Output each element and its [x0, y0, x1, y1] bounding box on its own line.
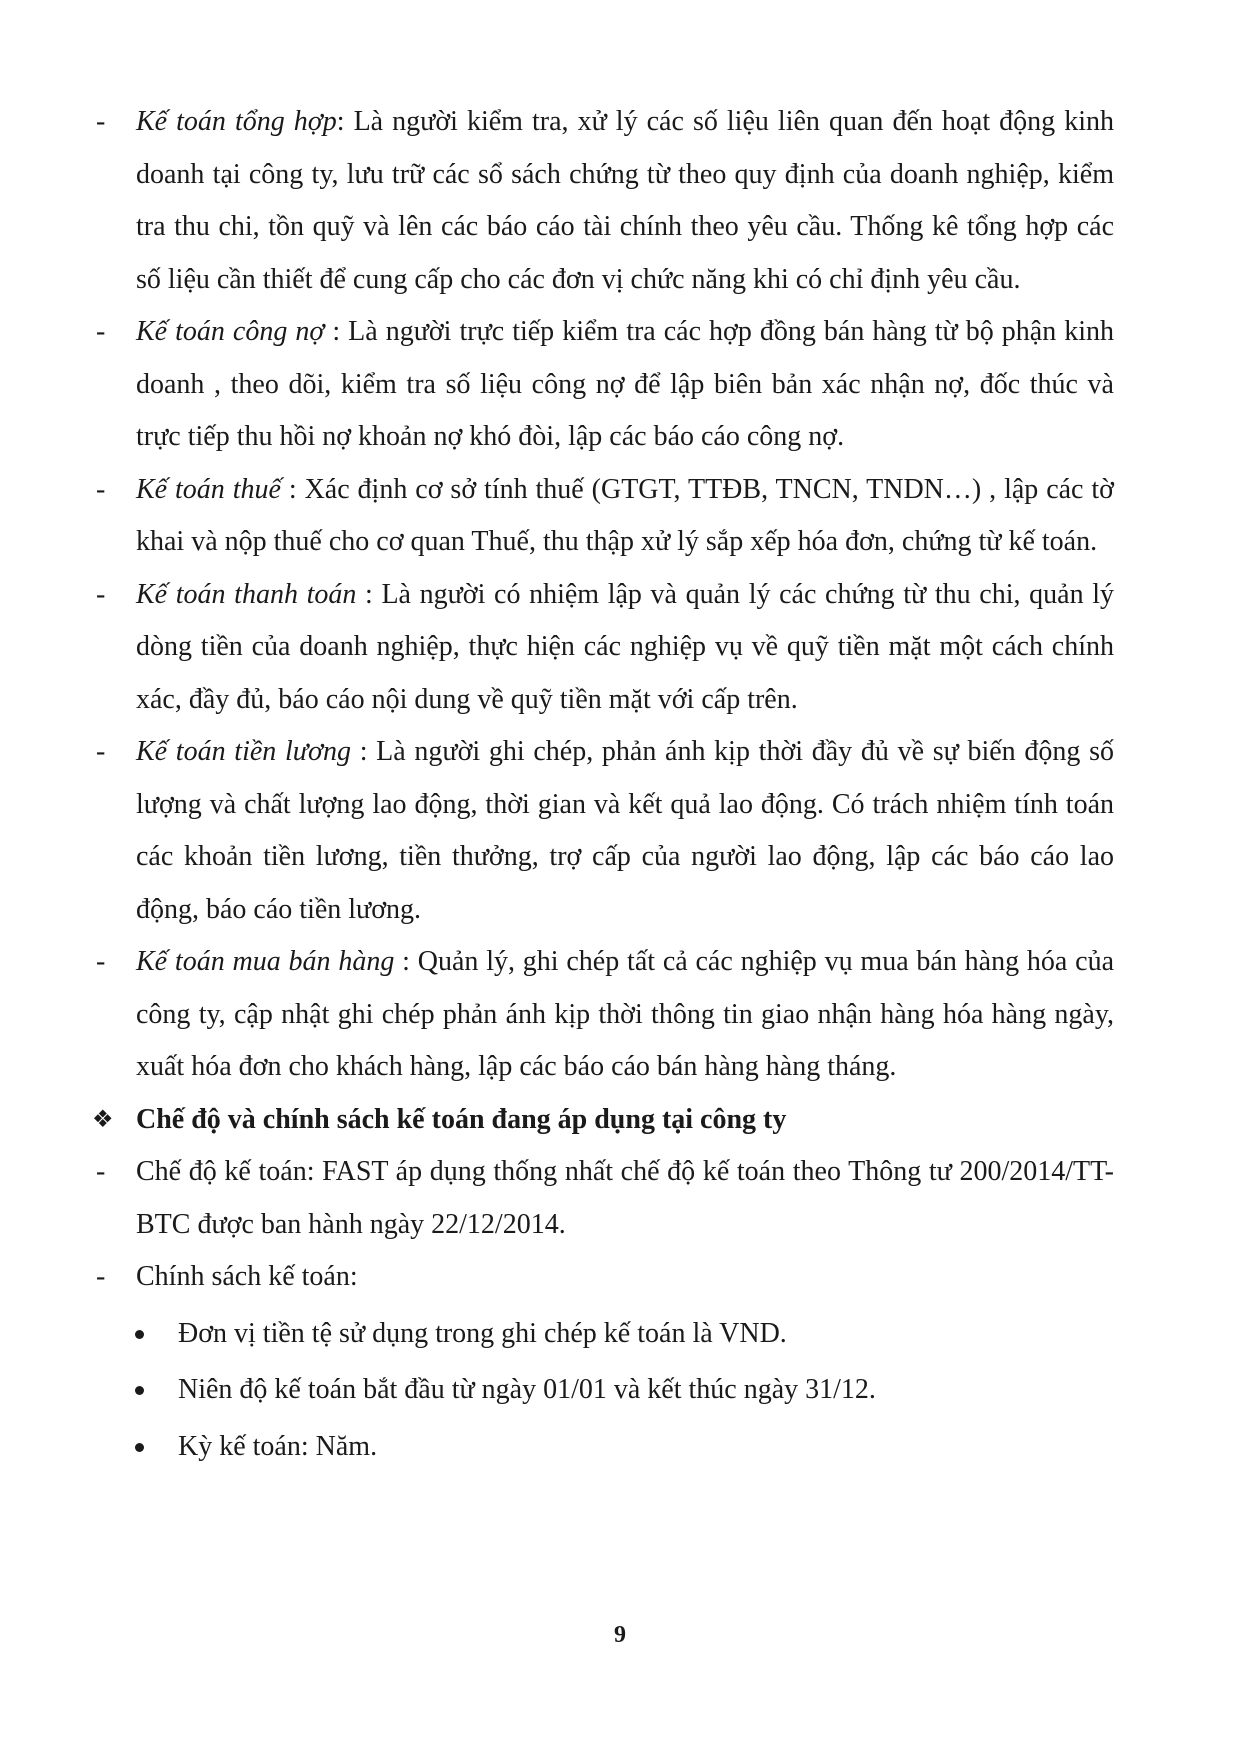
role-title: Kế toán mua bán hàng: [136, 946, 395, 977]
dash-marker: -: [96, 578, 106, 610]
policy-bullet-text: Đơn vị tiền tệ sử dụng trong ghi chép kế toán là VND.: [178, 1317, 787, 1349]
dash-marker: -: [96, 316, 106, 347]
dash-marker: -: [96, 1156, 106, 1187]
role-description: Là người có nhiệm lập và quản lý các chứng từ thu chi, quản lý dòng tiền của doanh nghiệp, thực hiện các nghiệp vụ về quỹ tiền mặt một cách chính xác, đầy đủ, báo cáo nội dung về quỹ tiền mặt với cấp trên.: [136, 578, 1114, 715]
dash-marker: -: [96, 106, 106, 137]
role-separator: :: [350, 736, 377, 767]
role-title: Kế toán tiền lương: [136, 736, 351, 767]
section-heading: [92, 1094, 1114, 1147]
role-separator: :: [280, 473, 305, 505]
dash-marker: -: [96, 473, 106, 505]
role-separator: :: [336, 106, 354, 137]
role-title: Kế toán công nợ: [136, 316, 325, 347]
role-description: Xác định cơ sở tính thuế (GTGT, TTĐB, TNCN, TNDN…) , lập các tờ khai và nộp thuế cho cơ quan Thuế, thu thập xử lý sắp xếp hóa đơn, chứng từ kế toán.: [136, 473, 1114, 557]
dash-marker: -: [96, 736, 106, 767]
policy-bullet-currency: [92, 1308, 1114, 1361]
role-description: Là người ghi chép, phản ánh kịp thời đầy đủ về sự biến động số lượng và chất lượng lao động, thời gian và kết quả lao động. Có trách nhiệm tính toán các khoản tiền lương, tiền thưởng, trợ cấp của người lao động, lập các báo cáo lao động, báo cáo tiền lương.: [136, 736, 1114, 925]
accounting-policy-label: Chính sách kế toán:: [136, 1261, 358, 1292]
role-title: Kế toán tổng hợp: [136, 106, 337, 137]
page-number: 9: [614, 1622, 626, 1648]
accounting-policy-item: [92, 1251, 1114, 1304]
diamond-bullet-icon: ❖: [92, 1106, 114, 1133]
role-description: Quản lý, ghi chép tất cả các nghiệp vụ mua bán hàng hóa của công ty, cập nhật ghi chép phản ánh kịp thời thông tin giao nhận hàng hóa hàng ngày, xuất hóa đơn cho khách hàng, lập các báo cáo bán hàng hàng tháng.: [136, 946, 1114, 1082]
policy-bullet-fiscal-year: [92, 1364, 1114, 1417]
role-separator: :: [394, 946, 418, 977]
role-item-tong-hop: [92, 96, 1114, 306]
role-item-tien-luong: [92, 726, 1114, 936]
role-description: Là người kiểm tra, xử lý các số liệu liên quan đến hoạt động kinh doanh tại công ty, lưu trữ các sổ sách chứng từ theo quy định của doanh nghiệp, kiểm tra thu chi, tồn quỹ và lên các báo cáo tài chính theo yêu cầu. Thống kê tổng hợp các số liệu cần thiết để cung cấp cho các đơn vị chức năng khi có chỉ định yêu cầu.: [136, 106, 1114, 295]
role-item-mua-ban-hang: [92, 936, 1114, 1094]
policy-bullet-period: [92, 1421, 1114, 1474]
accounting-regime-item: [92, 1146, 1114, 1251]
role-title: Kế toán thanh toán: [136, 578, 357, 610]
role-separator: :: [324, 316, 349, 347]
role-item-thue: [92, 464, 1114, 569]
section-heading-text: Chế độ và chính sách kế toán đang áp dụng tại công ty: [136, 1103, 787, 1135]
dash-marker: -: [96, 1261, 106, 1292]
role-title: Kế toán thuế: [136, 473, 281, 505]
bullet-dot-icon: [135, 1443, 144, 1452]
bullet-dot-icon: [135, 1386, 144, 1395]
policy-bullet-text: Kỳ kế toán: Năm.: [178, 1430, 378, 1462]
bullet-dot-icon: [135, 1330, 144, 1339]
policy-bullet-list: [92, 1308, 1114, 1474]
role-separator: :: [356, 578, 382, 610]
accounting-regime-text: Chế độ kế toán: FAST áp dụng thống nhất chế độ kế toán theo Thông tư 200/2014/TT-BTC được ban hành ngày 22/12/2014.: [136, 1156, 1114, 1240]
role-item-thanh-toan: [92, 569, 1114, 727]
policy-bullet-text: Niên độ kế toán bắt đầu từ ngày 01/01 và kết thúc ngày 31/12.: [178, 1374, 876, 1405]
dash-marker: -: [96, 946, 106, 977]
page-content: [92, 96, 1114, 1473]
role-item-cong-no: [92, 306, 1114, 464]
role-description: Là người trực tiếp kiểm tra các hợp đồng bán hàng từ bộ phận kinh doanh , theo dõi, kiểm tra số liệu công nợ để lập biên bản xác nhận nợ, đốc thúc và trực tiếp thu hồi nợ khoản nợ khó đòi, lập các báo cáo công nợ.: [136, 316, 1114, 452]
